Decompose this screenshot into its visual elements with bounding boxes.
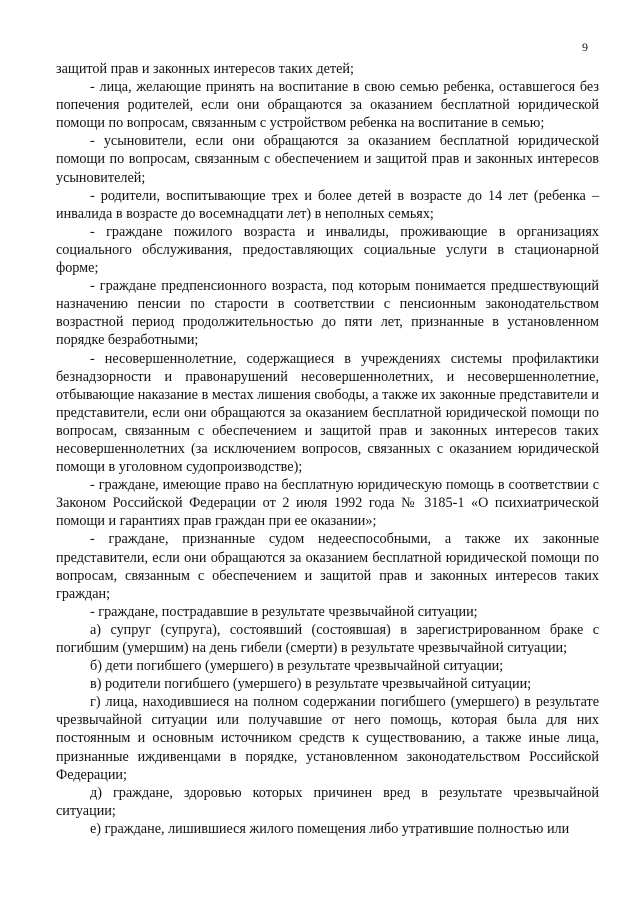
paragraph-item-e: е) граждане, лишившиеся жилого помещения либо утратившие полностью или xyxy=(90,820,570,837)
paragraph-item-g: г) лица, находившиеся на полном содержании погибшего (умершего) в результате чрезвычайной ситуации или получавшие от него помощь, которая была для них постоянным и основным источником средств к существованию, а также иные лица, признанные иждивенцами в порядке, установленном законодательством Российской Федерации; xyxy=(56,694,599,783)
paragraph-minors: - несовершеннолетние, содержащиеся в учреждениях системы профилактики безнадзорности и правонарушений несовершеннолетних, и несовершеннолетние, отбывающие наказание в местах лишения свободы, а также их законные представители и представители, если они обращаются за оказанием бесплатной юридической помощи по вопросам, связанным с обеспечением и защитой прав и законных интересов таких несовершеннолетних (за исключением вопросов, связанных с оказанием юридической помощи в уголовном судопроизводстве); xyxy=(56,350,599,476)
paragraph-incapacitated: - граждане, признанные судом недееспособными, а также их законные представители, если они обращаются за оказанием бесплатной юридической помощи по вопросам, связанным с обеспечением и защитой прав и законных интересов таких граждан; xyxy=(56,531,599,602)
paragraph-item-v: в) родители погибшего (умершего) в результате чрезвычайной ситуации; xyxy=(90,676,532,693)
paragraph-adoptive-parents: - усыновители, если они обращаются за оказанием бесплатной юридической помощи по вопросам, связанным с обеспечением и защитой прав и законных интересов усыновителей; xyxy=(56,133,599,186)
document-body xyxy=(56,60,599,838)
paragraph-pre-retirement: - граждане предпенсионного возраста, под которым понимается предшествующий назначению пенсии по старости в соответствии с пенсионным законодательством возрастной период продолжительностью до пяти лет, признанные в установленном порядке безработными; xyxy=(56,278,599,349)
paragraph-large-families: - родители, воспитывающие трех и более детей в возрасте до 14 лет (ребенка – инвалида в возрасте до восемнадцати лет) в неполных семьях; xyxy=(56,187,599,222)
page-number: 9 xyxy=(582,40,588,54)
paragraph-emergency-victims: - граждане, пострадавшие в результате чрезвычайной ситуации; xyxy=(90,603,478,620)
paragraph-continuation: защитой прав и законных интересов таких детей; xyxy=(56,61,354,77)
paragraph-item-b: б) дети погибшего (умершего) в результате чрезвычайной ситуации; xyxy=(90,658,504,675)
paragraph-item-d: д) граждане, здоровью которых причинен вред в результате чрезвычайной ситуации; xyxy=(56,784,599,819)
paragraph-psychiatric-law: - граждане, имеющие право на бесплатную юридическую помощь в соответствии с Законом Российской Федерации от 2 июля 1992 года № 3185-1 «О психиатрической помощи и гарантиях прав граждан при ее оказании»; xyxy=(56,477,599,530)
paragraph-foster-applicants: - лица, желающие принять на воспитание в свою семью ребенка, оставшегося без попечения родителей, если они обращаются за оказанием бесплатной юридической помощи по вопросам, связанным с устройством ребенка на воспитание в семью; xyxy=(56,79,599,132)
paragraph-item-a: а) супруг (супруга), состоявший (состоявшая) в зарегистрированном браке с погибшим (умершим) на день гибели (смерти) в результате чрезвычайной ситуации; xyxy=(56,621,599,656)
paragraph-elderly-disabled: - граждане пожилого возраста и инвалиды, проживающие в организациях социального обслуживания, предоставляющих социальные услуги в стационарной форме; xyxy=(56,223,599,277)
